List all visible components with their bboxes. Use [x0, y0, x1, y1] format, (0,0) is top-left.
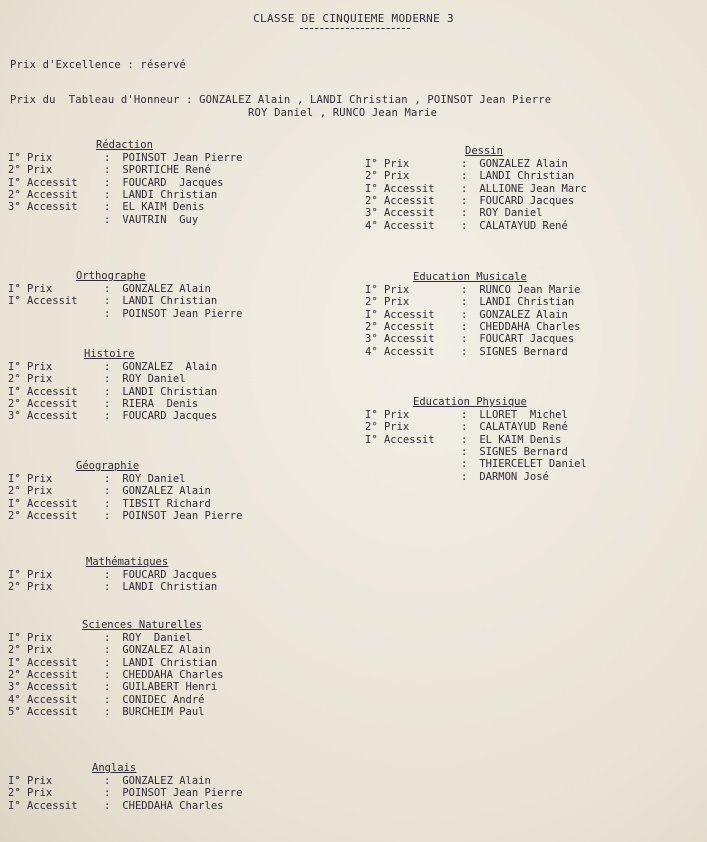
student-name: LANDI Christian [116, 656, 218, 669]
separator: : [461, 219, 468, 232]
separator: : [104, 188, 111, 201]
section-title: Mathématiques [86, 556, 169, 568]
award-row [365, 296, 574, 308]
award-rank: I° Prix [8, 569, 53, 581]
separator: : [461, 445, 468, 458]
award-row [365, 321, 580, 333]
separator: : [104, 164, 111, 177]
separator: : [104, 656, 111, 669]
student-name: POINSOT Jean Pierre [116, 509, 243, 522]
separator: : [104, 569, 111, 581]
separator: : [104, 201, 111, 214]
award-row [8, 632, 192, 644]
award-rank: 4° Accessit [8, 693, 78, 706]
award-rank: 3° Accessit [8, 410, 78, 423]
student-name: SIGNES Bernard [473, 345, 568, 358]
award-rank: I° Accessit [8, 176, 78, 189]
award-row [365, 284, 580, 296]
award-row [8, 373, 186, 385]
award-row [365, 158, 568, 170]
award-rank: I° Prix [8, 361, 53, 373]
student-name: GONZALEZ Alain [116, 361, 218, 373]
section-title: Education Musicale [413, 271, 527, 283]
student-name: POINSOT Jean Pierre [116, 152, 243, 164]
award-rank: 2° Prix [8, 787, 53, 800]
student-name: FOUCARD Jacques [473, 194, 575, 207]
student-name: RUNCO Jean Marie [473, 284, 581, 296]
award-row [8, 681, 217, 693]
student-name: GUILABERT Henri [116, 681, 218, 694]
separator: : [461, 470, 468, 483]
separator: : [104, 485, 111, 498]
award-rank: I° Prix [8, 775, 53, 787]
award-rank: 3° Accessit [365, 207, 435, 220]
student-name: CALATAYUD René [473, 219, 568, 232]
award-row [365, 207, 543, 219]
award-row [8, 800, 223, 812]
separator: : [104, 373, 111, 386]
award-rank: 2° Prix [8, 373, 53, 386]
award-rank: 4° Accessit [365, 219, 435, 232]
award-rank: I° Accessit [8, 385, 78, 398]
separator: : [461, 207, 468, 220]
award-rank: 2° Accessit [8, 188, 78, 201]
student-name: ROY Daniel [473, 207, 543, 220]
award-row [8, 386, 217, 398]
separator: : [461, 458, 468, 471]
student-name: LANDI Christian [473, 170, 575, 183]
separator: : [104, 361, 111, 373]
award-rank: 2° Accessit [8, 668, 78, 681]
separator: : [104, 705, 111, 718]
award-row [8, 398, 198, 410]
separator: : [104, 581, 111, 594]
section-title: Histoire [84, 348, 135, 360]
separator: : [461, 194, 468, 207]
student-name: POINSOT Jean Pierre [116, 307, 243, 320]
award-row [365, 421, 568, 433]
student-name: LANDI Christian [116, 385, 218, 398]
award-rank: 3° Accessit [8, 201, 78, 214]
award-row [8, 201, 205, 213]
award-rank: 2° Prix [8, 485, 53, 498]
separator: : [104, 410, 111, 423]
award-rank: 2° Prix [365, 296, 410, 309]
student-name: LANDI Christian [116, 295, 218, 308]
award-row [8, 283, 211, 295]
student-name: LANDI Christian [116, 581, 218, 594]
separator: : [461, 345, 468, 358]
award-row [8, 473, 186, 485]
separator: : [104, 473, 111, 485]
honneur-line-1: Prix du Tableau d'Honneur : GONZALEZ Alain , LANDI Christian , POINSOT Jean Pierre [10, 94, 552, 106]
honneur-line-2: ROY Daniel , RUNCO Jean Marie [248, 107, 438, 119]
award-rank: 3° Accessit [365, 333, 435, 346]
award-rank: 2° Prix [8, 581, 53, 594]
award-row [365, 333, 574, 345]
separator: : [104, 385, 111, 398]
separator: : [104, 681, 111, 694]
award-rank: I° Prix [365, 158, 410, 170]
separator: : [461, 409, 468, 421]
student-name: FOUCART Jacques [473, 333, 575, 346]
separator: : [461, 284, 468, 296]
award-rank: I° Accessit [365, 308, 435, 321]
award-rank: 2° Accessit [365, 194, 435, 207]
award-row [8, 787, 242, 799]
award-rank: I° Accessit [8, 799, 78, 812]
award-rank: I° Prix [8, 473, 53, 485]
award-rank: 5° Accessit [8, 705, 78, 718]
award-row [8, 485, 211, 497]
separator: : [104, 152, 111, 164]
separator: : [461, 308, 468, 321]
award-row [8, 308, 242, 320]
separator: : [461, 433, 468, 446]
award-row [8, 295, 217, 307]
separator: : [104, 497, 111, 510]
separator: : [104, 787, 111, 800]
student-name: SIGNES Bernard [473, 445, 568, 458]
award-row [365, 458, 587, 470]
award-rank: I° Prix [8, 283, 53, 295]
student-name: GONZALEZ Alain [116, 283, 211, 295]
award-row [8, 164, 211, 176]
separator: : [461, 320, 468, 333]
excellence-line: Prix d'Excellence : réservé [10, 59, 187, 71]
separator: : [104, 632, 111, 644]
award-row [8, 361, 217, 373]
student-name: BURCHEIM Paul [116, 705, 205, 718]
separator: : [104, 693, 111, 706]
separator: : [104, 799, 111, 812]
separator: : [104, 668, 111, 681]
award-rank: I° Prix [365, 284, 410, 296]
award-row [8, 152, 242, 164]
separator: : [104, 176, 111, 189]
award-row [365, 183, 587, 195]
award-row [8, 706, 205, 718]
student-name: GONZALEZ Alain [116, 644, 211, 657]
award-rank: 2° Prix [8, 644, 53, 657]
student-name: SPORTICHE René [116, 164, 211, 177]
award-row [8, 410, 217, 422]
award-rank: 4° Accessit [365, 345, 435, 358]
student-name: POINSOT Jean Pierre [116, 787, 243, 800]
award-row [8, 214, 198, 226]
award-rank: I° Accessit [8, 656, 78, 669]
award-rank: 2° Accessit [8, 509, 78, 522]
separator: : [461, 182, 468, 195]
award-rank: 2° Accessit [8, 397, 78, 410]
award-rank: I° Prix [365, 409, 410, 421]
award-rank: I° Prix [8, 152, 53, 164]
student-name: ALLIONE Jean Marc [473, 182, 587, 195]
award-row [8, 694, 205, 706]
award-rank: 2° Accessit [365, 320, 435, 333]
award-rank: I° Accessit [8, 497, 78, 510]
award-rank: 2° Prix [365, 170, 410, 183]
student-name: ROY Daniel [116, 373, 186, 386]
student-name: CHEDDAHA Charles [473, 320, 581, 333]
award-row [365, 309, 568, 321]
student-name: RIERA Denis [116, 397, 199, 410]
student-name: LANDI Christian [473, 296, 575, 309]
student-name: EL KAIM Denis [116, 201, 205, 214]
section-title: Sciences Naturelles [82, 619, 203, 631]
section-title: Orthographe [76, 270, 146, 282]
student-name: EL KAIM Denis [473, 433, 562, 446]
separator: : [461, 421, 468, 434]
section-title: Rédaction [96, 139, 153, 151]
award-rank: 2° Prix [8, 164, 53, 177]
award-row [365, 446, 568, 458]
student-name: TIBSIT Richard [116, 497, 211, 510]
student-name: FOUCARD Jacques [116, 176, 224, 189]
separator: : [461, 170, 468, 183]
award-row [8, 189, 217, 201]
award-row [8, 669, 223, 681]
student-name: CHEDDAHA Charles [116, 799, 224, 812]
award-row [8, 498, 211, 510]
student-name: FOUCARD Jacques [116, 569, 218, 581]
student-name: CALATAYUD René [473, 421, 568, 434]
award-row [365, 220, 568, 232]
student-name: ROY Daniel [116, 632, 192, 644]
award-row [365, 170, 574, 182]
student-name: LLORET Michel [473, 409, 568, 421]
award-row [8, 775, 211, 787]
separator: : [461, 333, 468, 346]
award-rank: I° Prix [8, 632, 53, 644]
award-row [365, 409, 568, 421]
award-row [365, 471, 549, 483]
student-name: FOUCARD Jacques [116, 410, 218, 423]
award-row [8, 644, 211, 656]
student-name: LANDI Christian [116, 188, 218, 201]
award-row [8, 177, 223, 189]
award-row [8, 581, 217, 593]
student-name: ROY Daniel [116, 473, 186, 485]
award-row [8, 657, 217, 669]
student-name: DARMON José [473, 470, 549, 483]
award-rank: I° Accessit [8, 295, 78, 308]
separator: : [104, 509, 111, 522]
student-name: GONZALEZ Alain [473, 308, 568, 321]
student-name: CHEDDAHA Charles [116, 668, 224, 681]
award-row [8, 510, 242, 522]
separator: : [104, 775, 111, 787]
separator: : [104, 295, 111, 308]
title-underline [300, 28, 410, 29]
section-title: Géographie [76, 460, 140, 472]
student-name: VAUTRIN Guy [116, 213, 199, 226]
award-rank: I° Accessit [365, 433, 435, 446]
award-row [365, 195, 574, 207]
award-row [8, 569, 217, 581]
award-rank: I° Accessit [365, 182, 435, 195]
student-name: THIERCELET Daniel [473, 458, 587, 471]
student-name: CONIDEC André [116, 693, 205, 706]
section-title: Education Physique [413, 396, 527, 408]
separator: : [461, 158, 468, 170]
student-name: GONZALEZ Alain [116, 485, 211, 498]
section-title: Anglais [92, 762, 137, 774]
award-row [365, 434, 562, 446]
separator: : [104, 213, 111, 226]
separator: : [104, 307, 111, 320]
separator: : [461, 296, 468, 309]
separator: : [104, 397, 111, 410]
award-rank: 2° Prix [365, 421, 410, 434]
award-rank: 3° Accessit [8, 681, 78, 694]
section-title: Dessin [465, 145, 503, 157]
separator: : [104, 644, 111, 657]
separator: : [104, 283, 111, 295]
student-name: GONZALEZ Alain [116, 775, 211, 787]
award-row [365, 346, 568, 358]
page-title: CLASSE DE CINQUIEME MODERNE 3 [253, 12, 454, 25]
student-name: GONZALEZ Alain [473, 158, 568, 170]
